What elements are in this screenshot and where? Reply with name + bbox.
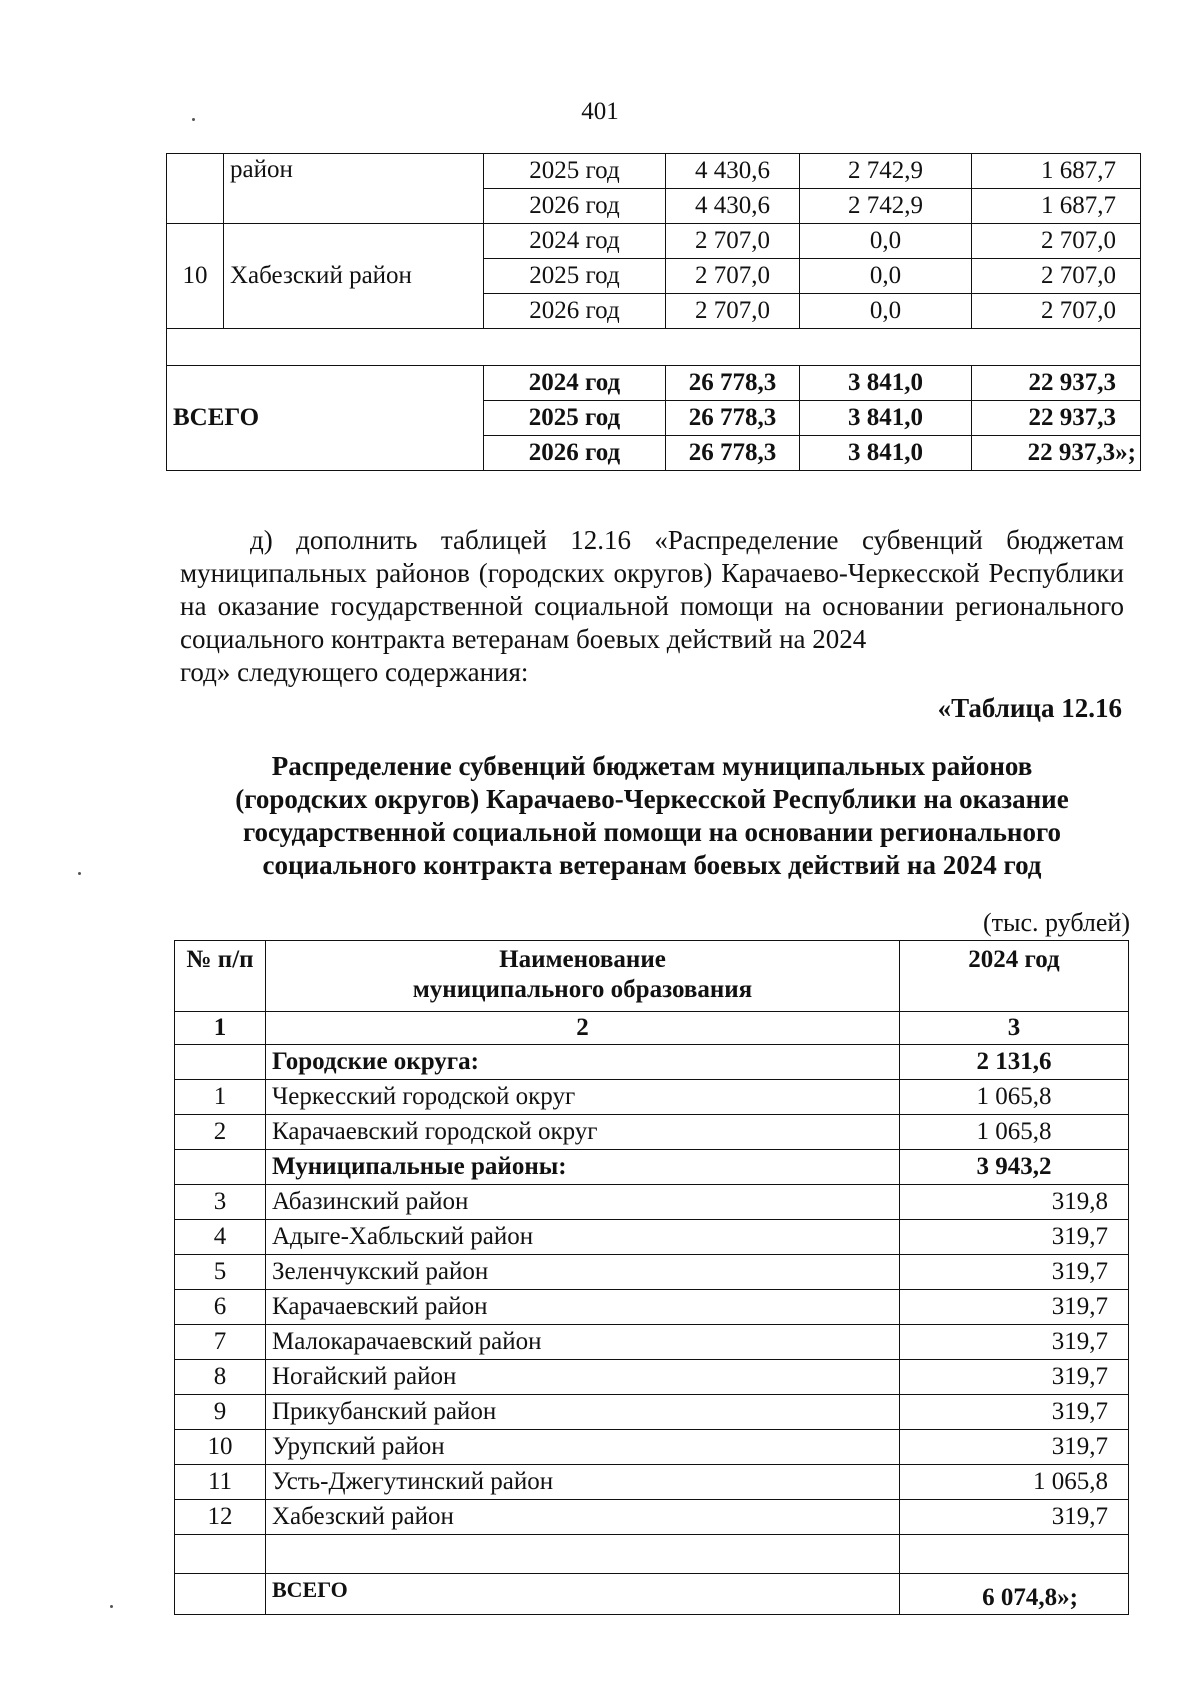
municipality-name: Ногайский район	[266, 1360, 900, 1395]
section-label: Муниципальные районы:	[266, 1150, 900, 1185]
budget-table-continuation	[166, 153, 1141, 471]
paragraph-text-end: год» следующего содержания:	[180, 657, 529, 687]
value-cell: 3 841,0	[800, 436, 972, 471]
year-cell: 2024 год	[484, 366, 666, 401]
value-cell: 319,7	[900, 1430, 1129, 1465]
row-number: 6	[175, 1290, 266, 1325]
empty-cell	[266, 1535, 900, 1574]
table-row	[175, 1255, 1129, 1290]
value-cell: 3 841,0	[800, 401, 972, 436]
value-cell: 0,0	[800, 224, 972, 259]
municipality-name: Хабезский район	[266, 1500, 900, 1535]
value-cell: 2 707,0	[666, 224, 800, 259]
subvention-table	[174, 940, 1129, 1615]
value-cell: 4 430,6	[666, 154, 800, 189]
row-number: 4	[175, 1220, 266, 1255]
table-header-row	[175, 941, 1129, 1012]
amendment-paragraph	[180, 524, 1124, 689]
year-cell: 2024 год	[484, 224, 666, 259]
value-cell: 26 778,3	[666, 366, 800, 401]
row-number: 3	[175, 1185, 266, 1220]
page-number: 401	[581, 98, 619, 125]
municipality-name: Зеленчукский район	[266, 1255, 900, 1290]
table-row	[175, 1185, 1129, 1220]
column-numbering-row	[175, 1012, 1129, 1045]
row-number: 10	[175, 1430, 266, 1465]
value-cell: 1 065,8	[900, 1115, 1129, 1150]
year-cell: 2026 год	[484, 294, 666, 329]
value-cell: 2 742,9	[800, 189, 972, 224]
row-number: 10	[167, 224, 224, 329]
value-cell: 319,7	[900, 1290, 1129, 1325]
district-name: Хабезский район	[224, 224, 484, 329]
empty-cell	[175, 1150, 266, 1185]
table-row	[175, 1290, 1129, 1325]
table-row-empty	[167, 329, 1141, 366]
year-cell: 2026 год	[484, 189, 666, 224]
municipality-name: Усть-Джегутинский район	[266, 1465, 900, 1500]
header-number: № п/п	[175, 941, 266, 1012]
year-cell: 2025 год	[484, 401, 666, 436]
value-cell: 22 937,3	[972, 401, 1141, 436]
value-cell: 319,7	[900, 1220, 1129, 1255]
empty-cell	[167, 329, 1141, 366]
value-cell: 2 707,0	[972, 294, 1141, 329]
value-cell: 2 707,0	[666, 259, 800, 294]
table-row	[167, 224, 1141, 259]
column-number: 2	[266, 1012, 900, 1045]
table-row	[175, 1430, 1129, 1465]
column-number: 1	[175, 1012, 266, 1045]
value-cell: 1 065,8	[900, 1465, 1129, 1500]
empty-cell	[175, 1535, 266, 1574]
paragraph-text: д) дополнить таблицей 12.16 «Распределение субвенций бюджетам муниципальных районов (городских округов) Карачаево-Черкесской Республики на оказание государственной социальной помощи на основании регионального социального контракта ветеранам боевых действий на 2024	[180, 525, 1124, 654]
section-value: 2 131,6	[900, 1045, 1129, 1080]
value-cell: 1 065,8	[900, 1080, 1129, 1115]
heading-line: (городских округов) Карачаево-Черкесской Республики на оказание	[235, 784, 1069, 814]
table-reference: «Таблица 12.16	[937, 693, 1122, 723]
empty-cell	[175, 1045, 266, 1080]
value-cell: 319,7	[900, 1500, 1129, 1535]
heading-line: Распределение субвенций бюджетам муниципальных районов	[271, 751, 1033, 781]
total-value: 6 074,8»;	[900, 1574, 1129, 1615]
empty-cell	[900, 1535, 1129, 1574]
year-cell: 2025 год	[484, 259, 666, 294]
row-number: 2	[175, 1115, 266, 1150]
row-number: 11	[175, 1465, 266, 1500]
year-cell: 2026 год	[484, 436, 666, 471]
heading-line: социального контракта ветеранам боевых действий на 2024 год	[262, 850, 1042, 880]
municipality-name: Черкесский городской округ	[266, 1080, 900, 1115]
value-cell: 319,8	[900, 1185, 1129, 1220]
row-number: 1	[175, 1080, 266, 1115]
table-row	[175, 1080, 1129, 1115]
value-cell: 1 687,7	[972, 189, 1141, 224]
row-number: 7	[175, 1325, 266, 1360]
value-cell: 3 841,0	[800, 366, 972, 401]
municipality-name: Адыге-Хабльский район	[266, 1220, 900, 1255]
table-row	[175, 1500, 1129, 1535]
table-row	[175, 1325, 1129, 1360]
value-cell: 4 430,6	[666, 189, 800, 224]
table-row	[175, 1465, 1129, 1500]
district-name	[224, 189, 484, 224]
value-cell: 0,0	[800, 294, 972, 329]
section-row	[175, 1045, 1129, 1080]
value-cell: 1 687,7	[972, 154, 1141, 189]
row-number: 5	[175, 1255, 266, 1290]
value-cell: 2 742,9	[800, 154, 972, 189]
header-year: 2024 год	[900, 941, 1129, 1012]
scan-speck	[110, 1605, 113, 1608]
row-number: 9	[175, 1395, 266, 1430]
value-cell: 0,0	[800, 259, 972, 294]
value-cell: 319,7	[900, 1255, 1129, 1290]
table-row	[175, 1115, 1129, 1150]
row-number	[167, 189, 224, 224]
value-cell: 2 707,0	[972, 224, 1141, 259]
district-name: район	[224, 154, 484, 189]
municipality-name: Урупский район	[266, 1430, 900, 1465]
value-cell: 26 778,3	[666, 401, 800, 436]
value-cell: 319,7	[900, 1360, 1129, 1395]
total-label: ВСЕГО	[266, 1574, 900, 1615]
empty-cell	[175, 1574, 266, 1615]
value-cell: 22 937,3»;	[972, 436, 1141, 471]
value-cell: 2 707,0	[972, 259, 1141, 294]
units-label: (тыс. рублей)	[982, 908, 1130, 937]
municipality-name: Малокарачаевский район	[266, 1325, 900, 1360]
row-number	[167, 154, 224, 189]
row-number: 12	[175, 1500, 266, 1535]
table-row	[175, 1395, 1129, 1430]
section-value: 3 943,2	[900, 1150, 1129, 1185]
total-label: ВСЕГО	[167, 366, 484, 471]
scan-speck	[192, 118, 195, 121]
section-label: Городские округа:	[266, 1045, 900, 1080]
table-heading	[180, 750, 1124, 882]
value-cell: 22 937,3	[972, 366, 1141, 401]
value-cell: 319,7	[900, 1325, 1129, 1360]
municipality-name: Абазинский район	[266, 1185, 900, 1220]
table-row	[175, 1220, 1129, 1255]
municipality-name: Прикубанский район	[266, 1395, 900, 1430]
table-row	[167, 189, 1141, 224]
table-row	[175, 1360, 1129, 1395]
section-row	[175, 1150, 1129, 1185]
header-name-line: Наименование	[499, 946, 666, 973]
header-name	[266, 941, 900, 1012]
municipality-name: Карачаевский городской округ	[266, 1115, 900, 1150]
heading-line: государственной социальной помощи на основании регионального	[242, 817, 1062, 847]
scan-speck	[78, 872, 81, 875]
row-number: 8	[175, 1360, 266, 1395]
table-row	[167, 154, 1141, 189]
municipality-name: Карачаевский район	[266, 1290, 900, 1325]
value-cell: 319,7	[900, 1395, 1129, 1430]
total-row	[175, 1574, 1129, 1615]
total-row	[167, 366, 1141, 401]
value-cell: 2 707,0	[666, 294, 800, 329]
table-row-empty	[175, 1535, 1129, 1574]
year-cell: 2025 год	[484, 154, 666, 189]
header-name-line: муниципального образования	[412, 976, 753, 1003]
column-number: 3	[900, 1012, 1129, 1045]
value-cell: 26 778,3	[666, 436, 800, 471]
